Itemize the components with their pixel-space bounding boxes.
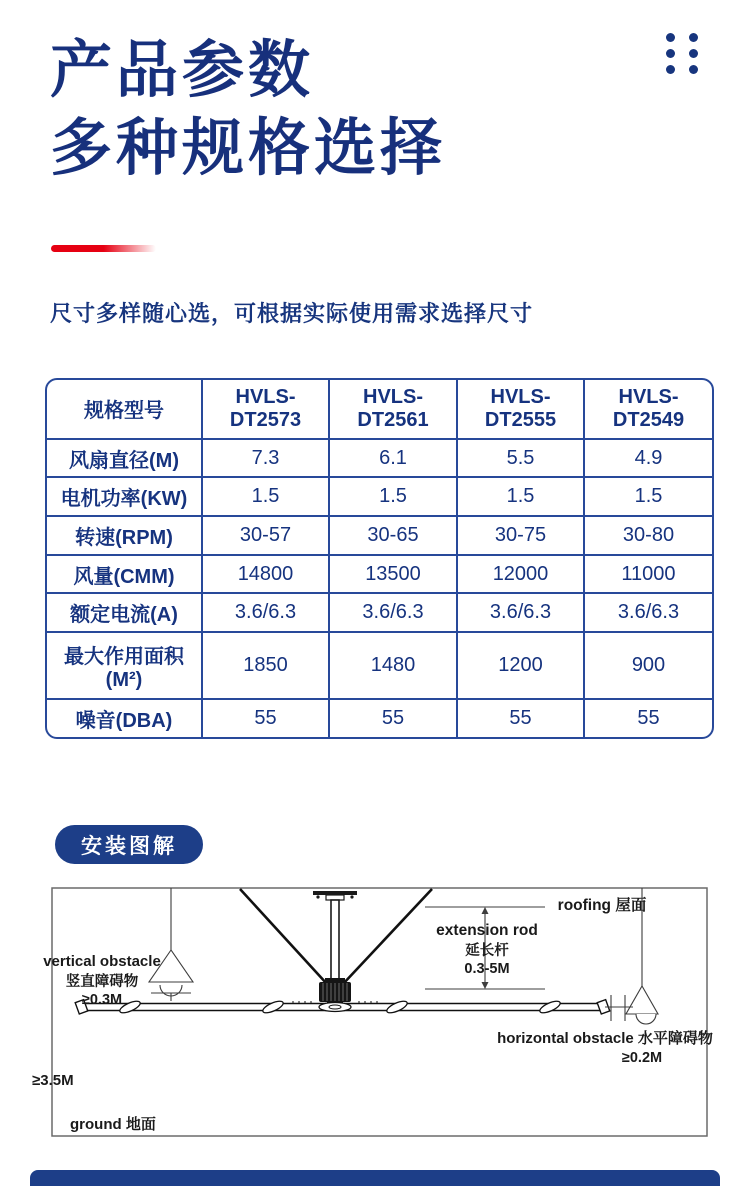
cell-value: 55 bbox=[457, 699, 584, 737]
column-header: 规格型号 bbox=[47, 380, 202, 439]
extension-rod-label-en: extension rod bbox=[436, 922, 538, 939]
table-row bbox=[47, 516, 712, 555]
cell-value: 3.6/6.3 bbox=[329, 593, 457, 632]
cell-value: 1.5 bbox=[457, 477, 584, 516]
spec-table bbox=[45, 378, 714, 739]
six-dots-icon bbox=[666, 33, 698, 74]
row-label: 最大作用面积(M²) bbox=[47, 632, 202, 699]
cell-value: 55 bbox=[202, 699, 329, 737]
cell-value: 1200 bbox=[457, 632, 584, 699]
cell-value: 1480 bbox=[329, 632, 457, 699]
column-header: HVLS-DT2549 bbox=[584, 380, 712, 439]
cell-value: 30-57 bbox=[202, 516, 329, 555]
table-row bbox=[47, 439, 712, 478]
row-label: 电机功率(KW) bbox=[47, 477, 202, 516]
table-row bbox=[47, 699, 712, 737]
table-row bbox=[47, 477, 712, 516]
bottom-section-bar bbox=[30, 1170, 720, 1186]
table-header-row bbox=[47, 380, 712, 439]
row-label: 噪音(DBA) bbox=[47, 699, 202, 737]
cell-value: 55 bbox=[329, 699, 457, 737]
table-row bbox=[47, 555, 712, 594]
install-diagram-button[interactable]: 安装图解 bbox=[55, 825, 203, 864]
cell-value: 1.5 bbox=[584, 477, 712, 516]
cell-value: 3.6/6.3 bbox=[457, 593, 584, 632]
cell-value: 3.6/6.3 bbox=[584, 593, 712, 632]
vertical-obstacle-value: ≥0.3M bbox=[81, 992, 123, 1008]
cell-value: 1.5 bbox=[202, 477, 329, 516]
cell-value: 12000 bbox=[457, 555, 584, 594]
horizontal-obstacle-label: horizontal obstacle 水平障碍物 bbox=[497, 1030, 713, 1047]
cell-value: 3.6/6.3 bbox=[202, 593, 329, 632]
cell-value: 900 bbox=[584, 632, 712, 699]
ground-label: ground 地面 bbox=[70, 1116, 156, 1133]
table-row bbox=[47, 632, 712, 699]
cell-value: 7.3 bbox=[202, 439, 329, 478]
horizontal-obstacle-value: ≥0.2M bbox=[621, 1050, 663, 1066]
page-subtitle-heading: 多种规格选择 bbox=[50, 114, 447, 183]
cell-value: 55 bbox=[584, 699, 712, 737]
page-title: 产品参数 bbox=[50, 36, 315, 105]
table-row bbox=[47, 593, 712, 632]
installation-diagram bbox=[30, 882, 720, 1140]
row-label: 转速(RPM) bbox=[47, 516, 202, 555]
cell-value: 6.1 bbox=[329, 439, 457, 478]
roofing-label: roofing 屋面 bbox=[557, 897, 647, 914]
vertical-obstacle-label-en: vertical obstacle bbox=[43, 953, 161, 970]
row-label: 额定电流(A) bbox=[47, 593, 202, 632]
cell-value: 11000 bbox=[584, 555, 712, 594]
cell-value: 1.5 bbox=[329, 477, 457, 516]
cell-value: 30-80 bbox=[584, 516, 712, 555]
column-header: HVLS-DT2573 bbox=[202, 380, 329, 439]
column-header: HVLS-DT2555 bbox=[457, 380, 584, 439]
column-header: HVLS-DT2561 bbox=[329, 380, 457, 439]
cell-value: 30-65 bbox=[329, 516, 457, 555]
vertical-obstacle-drawing bbox=[149, 888, 193, 1001]
cell-value: 30-75 bbox=[457, 516, 584, 555]
extension-rod-label-cn: 延长杆 bbox=[465, 943, 509, 959]
cell-value: 4.9 bbox=[584, 439, 712, 478]
cell-value: 13500 bbox=[329, 555, 457, 594]
row-label: 风扇直径(M) bbox=[47, 439, 202, 478]
cell-value: 1850 bbox=[202, 632, 329, 699]
mount-height-value: ≥3.5M bbox=[32, 1072, 74, 1089]
extension-rod-range: 0.3-5M bbox=[464, 961, 510, 977]
cell-value: 5.5 bbox=[457, 439, 584, 478]
intro-text: 尺寸多样随心选，可根据实际使用需求选择尺寸 bbox=[50, 301, 534, 326]
cell-value: 14800 bbox=[202, 555, 329, 594]
vertical-obstacle-label-cn: 竖直障碍物 bbox=[65, 974, 139, 990]
row-label: 风量(CMM) bbox=[47, 555, 202, 594]
red-accent-divider bbox=[51, 245, 156, 252]
